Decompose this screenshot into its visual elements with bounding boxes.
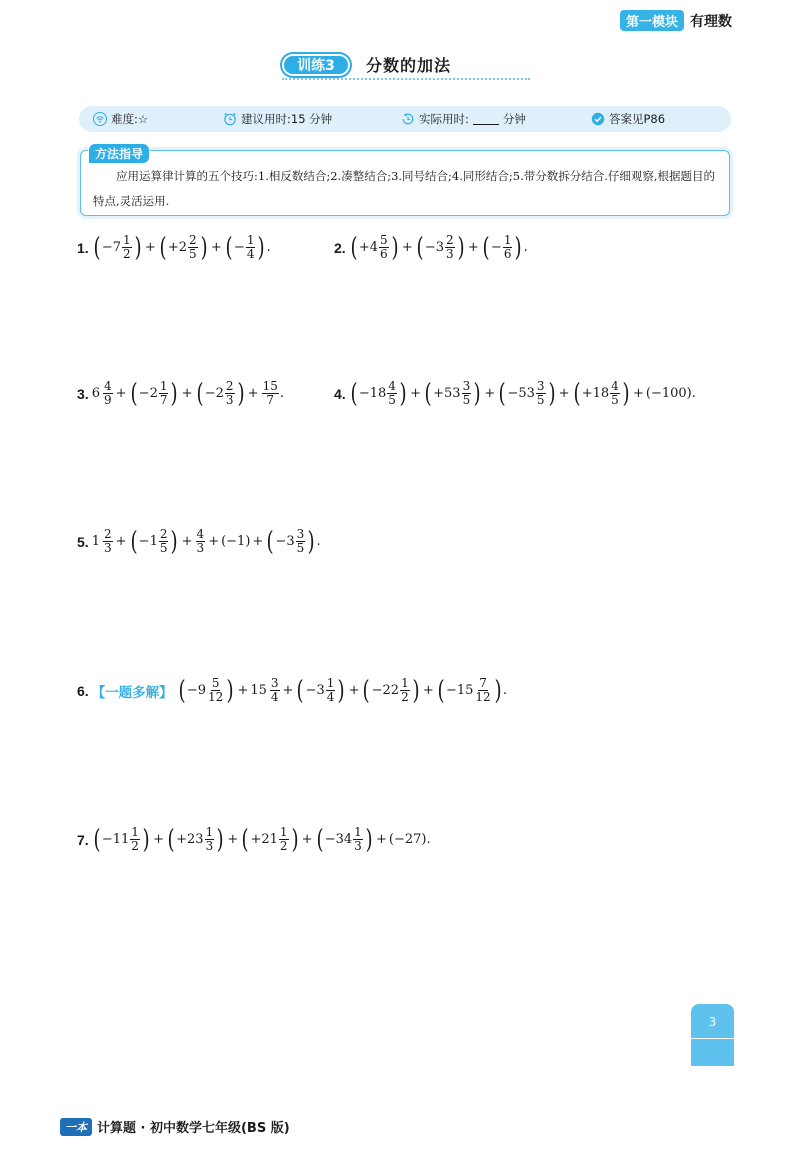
math-group: ( +2 $\frac{2}{5}$ ) (159, 232, 208, 263)
info-bar (79, 106, 731, 132)
problem-6: 6. 【一题多解】 ( −9 $\frac{5}{12}$ ) + 15 $\frac{3}{4}$ + ( −3 $\frac{1}{4}$ ) + ( −22 $\frac{1}{2}$ ) + ( −15 $\frac{7}{12}$ ) . (77, 675, 507, 706)
math-group: ( −18 $\frac{4}{5}$ ) (350, 378, 407, 409)
problem-number: 1. (77, 239, 89, 256)
problem-2: 2. ( +4 $\frac{5}{6}$ ) + ( −3 $\frac{2}{3}$ ) + ( − $\frac{1}{6}$ ) . (334, 232, 528, 263)
method-guide-box (80, 147, 730, 216)
math-group: ( +18 $\frac{4}{5}$ ) (573, 378, 630, 409)
math-group: ( −3 $\frac{3}{5}$ ) (266, 526, 315, 557)
actual-time-label: 实际用时: (419, 112, 469, 126)
math-group: ( −11 $\frac{1}{2}$ ) (93, 824, 150, 855)
math-group: ( −7 $\frac{1}{2}$ ) (93, 232, 142, 263)
math-group: ( +23 $\frac{1}{3}$ ) (167, 824, 224, 855)
math-group: ( +53 $\frac{3}{5}$ ) (424, 378, 481, 409)
math-group: ( −2 $\frac{2}{3}$ ) (196, 378, 245, 409)
page-tab (691, 1004, 734, 1066)
math-group: ( −22 $\frac{1}{2}$ ) (363, 675, 420, 706)
signal-icon (93, 112, 107, 126)
page-number: 3 (708, 1015, 717, 1029)
method-guide-text: 应用运算律计算的五个技巧:1.相反数结合;2.凑整结合;3.同号结合;4.同形结合;5.带分数拆分结合.仔细观察,根据题目的特点,灵活运用. (93, 169, 716, 208)
page-title: 分数的加法 (366, 56, 452, 75)
math-group: ( −15 $\frac{7}{12}$ ) (437, 675, 502, 706)
footer-text: 计算题 · 初中数学七年级(BS 版) (97, 1121, 290, 1136)
problem-number: 6. (77, 682, 89, 699)
title-underline (282, 78, 530, 80)
answer-ref-info (591, 111, 665, 127)
alarm-clock-icon (223, 112, 237, 126)
problem-4: 4. ( −18 $\frac{4}{5}$ ) + ( +53 $\frac{3}{5}$ ) + ( −53 $\frac{3}{5}$ ) + ( +18 $\frac{4}{5}$ ) + (−100). (334, 378, 696, 409)
multi-solution-tag: 【一题多解】 (91, 684, 173, 700)
module-name: 有理数 (690, 13, 732, 30)
math-group: ( −3 $\frac{2}{3}$ ) (416, 232, 465, 263)
problem-number: 2. (334, 239, 346, 256)
math-group: ( −53 $\frac{3}{5}$ ) (498, 378, 556, 409)
module-header (620, 10, 732, 31)
actual-time-blank[interactable] (473, 113, 499, 125)
module-tag: 第一模块 (620, 10, 684, 31)
section-title (282, 50, 530, 80)
publisher-logo: 一本 (60, 1118, 92, 1136)
difficulty-label: 难度:☆ (111, 112, 149, 126)
actual-time-unit: 分钟 (502, 112, 526, 126)
math-group: ( −1 $\frac{2}{5}$ ) (130, 526, 179, 557)
timer-icon (401, 112, 415, 126)
problem-3: 3. 6 $\frac{4}{9}$ + ( −2 $\frac{1}{7}$ ) + ( −2 $\frac{2}{3}$ ) + $\frac{15}{7}$ . (77, 378, 284, 409)
footer (60, 1117, 290, 1136)
problem-number: 7. (77, 831, 89, 848)
page-tab-divider (691, 1038, 734, 1039)
problem-7: 7. ( −11 $\frac{1}{2}$ ) + ( +23 $\frac{1}{3}$ ) + ( +21 $\frac{1}{2}$ ) + ( −34 $\frac{1}{3}$ ) + (−27). (77, 824, 431, 855)
problem-5: 5. 1 $\frac{2}{3}$ + ( −1 $\frac{2}{5}$ ) + $\frac{4}{3}$ + (−1) + ( −3 $\frac{3}{5}$ ) . (77, 526, 321, 557)
problem-number: 5. (77, 533, 89, 550)
suggested-time-label: 建议用时:15 分钟 (241, 112, 333, 126)
math-group: ( −34 $\frac{1}{3}$ ) (316, 824, 373, 855)
math-group: ( −9 $\frac{5}{12}$ ) (178, 675, 234, 706)
check-circle-icon (591, 112, 605, 126)
difficulty-info (93, 111, 148, 127)
training-badge: 训练3 (282, 54, 350, 76)
problem-1: 1. ( −7 $\frac{1}{2}$ ) + ( +2 $\frac{2}{5}$ ) + ( − $\frac{1}{4}$ ) . (77, 232, 271, 263)
math-group: ( −3 $\frac{1}{4}$ ) (296, 675, 346, 706)
method-guide-tag: 方法指导 (89, 144, 149, 163)
suggested-time-info (223, 111, 332, 127)
math-group: ( − $\frac{1}{6}$ ) (482, 232, 523, 263)
problem-number: 3. (77, 385, 89, 402)
problem-number: 4. (334, 385, 346, 402)
answer-ref-label: 答案见P86 (609, 112, 666, 126)
math-group: ( − $\frac{1}{4}$ ) (225, 232, 266, 263)
math-group: ( +4 $\frac{5}{6}$ ) (350, 232, 399, 263)
actual-time-info (401, 111, 526, 127)
math-group: ( +21 $\frac{1}{2}$ ) (241, 824, 299, 855)
math-group: ( −2 $\frac{1}{7}$ ) (130, 378, 179, 409)
